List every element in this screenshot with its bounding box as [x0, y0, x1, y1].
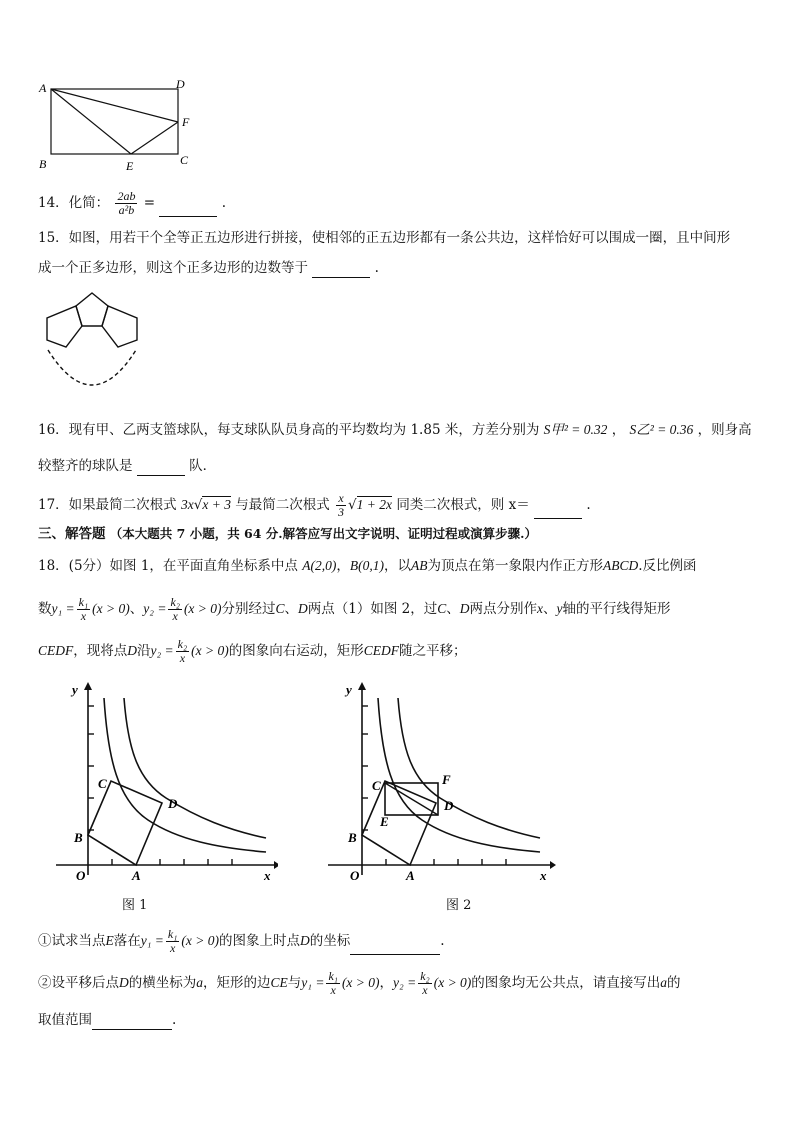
sub2-ce: CE [270, 975, 288, 990]
sub2-x2: x [422, 983, 428, 997]
fig1-c-label: C [98, 776, 107, 791]
label-e: E [126, 159, 134, 173]
sub2-k2: k₂ [420, 969, 430, 983]
question-15-line1: 15．如图，用若干个全等正五边形进行拼接，使相邻的正五边形都有一条公共边，这样恰好可以围成一圈，且中间形 [38, 230, 731, 246]
sub2-k1: k₁ [328, 969, 338, 983]
q16-text-a: 16．现有甲、乙两支篮球队，每支球队队员身高的平均数均为 1.85 米，方差分别为 [38, 422, 540, 438]
label-f: F [182, 115, 190, 129]
question-15-line2 [38, 258, 379, 278]
question-14 [38, 190, 226, 217]
q18-yv: y [556, 601, 563, 616]
fig1-y-label: y [72, 682, 78, 697]
q18-point-a: A(2,0) [302, 558, 337, 573]
sub2-end: . [172, 1012, 177, 1028]
graph-figure-2 [328, 680, 558, 885]
q16-text-d: 队． [189, 458, 217, 474]
sub2-range-label: 取值范围 [38, 1012, 92, 1028]
fig2-o-label: O [350, 868, 360, 883]
q18-text-1c: 为顶点在第一象限内作正方形 [427, 558, 603, 574]
q18-ab: AB [410, 558, 428, 573]
sub2-a2: a [660, 975, 668, 990]
sub2-frac2 [418, 970, 432, 997]
k2b-den: x [179, 651, 186, 665]
q18-d2: D [459, 601, 470, 616]
sub2-text-e: ， [379, 975, 394, 991]
q17-text-c: 同类二次根式，则 x＝ [396, 497, 530, 513]
sub2-text-g: 的 [667, 975, 681, 991]
sub2-a: a [196, 975, 203, 990]
label-d: D [176, 77, 185, 91]
q18-text-3b: 沿 [137, 643, 151, 659]
label-c: C [180, 153, 189, 167]
k2-den: x [172, 609, 178, 623]
sub2-text-a: ②设平移后点 [38, 975, 119, 991]
q18-d: D [298, 601, 308, 616]
q18-y2b: y₂ = [150, 643, 174, 658]
sub1-e: E [105, 933, 114, 948]
question-18-line1 [38, 556, 697, 576]
q15-end: . [374, 260, 379, 276]
q17-frac-den: 3 [338, 505, 345, 519]
q18-cedf: CEDF [38, 643, 74, 658]
q18-text-2e: 轴的平行线得矩形 [562, 601, 671, 617]
q16-answer-blank[interactable] [137, 461, 185, 476]
q14-fraction [115, 190, 137, 217]
q18-text-2a: 数 [38, 601, 52, 617]
question-16-line2 [38, 456, 216, 476]
question-17 [38, 492, 591, 519]
sub1-frac [166, 928, 180, 955]
sub2-answer-blank[interactable] [92, 1015, 172, 1030]
question-18-sub2-line2 [38, 1010, 176, 1030]
sub2-cond2: (x > 0) [433, 975, 472, 990]
sub2-cond1: (x > 0) [341, 975, 380, 990]
sub1-k1: k₁ [167, 927, 178, 941]
sub2-d: D [119, 975, 129, 990]
sub2-text-b: 的横坐标为 [128, 975, 197, 991]
rectangle-figure [36, 76, 206, 174]
q18-xv: x [537, 601, 544, 616]
sub1-d: D [300, 933, 310, 948]
k2b-num: k₂ [177, 637, 188, 651]
sub1-y1: y₁ = [140, 933, 164, 948]
graph-figure-1 [48, 680, 278, 885]
radical-sign-1: √ [193, 497, 203, 513]
q18-text-1a: 18．(5分）如图 1，在平面直角坐标系中点 [38, 558, 298, 574]
sub1-end: . [440, 933, 445, 949]
fig2-f-label: F [442, 772, 451, 787]
fig1-b-label: B [74, 830, 83, 845]
radical-sign-2: √ [348, 497, 357, 513]
q18-cond3: (x > 0) [191, 643, 229, 658]
q18-c: C [275, 601, 285, 616]
q18-frac-k2 [168, 596, 182, 623]
q16-text-c: 较整齐的球队是 [38, 458, 133, 474]
q18-cedf2: CEDF [363, 643, 400, 658]
q16-variance-yi: S乙² = 0.36 [629, 422, 694, 437]
sub2-text-c: ，矩形的边 [203, 975, 271, 991]
q16-text-b: ，则身高 [697, 422, 752, 438]
sub1-text-a: ①试求当点 [38, 933, 106, 949]
q17-fraction [336, 492, 346, 519]
figure-1-caption: 图 1 [122, 898, 148, 913]
q18-cond1: (x > 0) [92, 601, 130, 616]
figure-2-caption: 图 2 [446, 898, 472, 913]
q18-text-3d: 随之平移； [399, 643, 467, 659]
fig2-a-label: A [406, 868, 415, 883]
question-18-line3 [38, 638, 467, 665]
section-3-title: 三、解答题 [38, 526, 106, 542]
q18-text-3a: ，现将点 [73, 643, 128, 659]
q18-text-2b: 分别经过 [221, 601, 276, 617]
sub2-frac1 [326, 970, 340, 997]
sub1-cond: (x > 0) [181, 933, 220, 948]
q16-sep: ， [611, 422, 626, 438]
q18-abcd: ABCD [602, 558, 639, 573]
fig1-x-label: x [264, 868, 271, 883]
label-b: B [39, 157, 47, 171]
fig2-d-label: D [444, 798, 454, 813]
q14-eq: = [143, 195, 156, 211]
fig2-b-label: B [348, 830, 357, 845]
fig2-x-label: x [540, 868, 547, 883]
q18-d3: D [127, 643, 137, 658]
fig2-e-label: E [380, 814, 389, 829]
q18-y1: y₁ = [51, 601, 75, 616]
q14-prefix: 14．化简： [38, 195, 110, 211]
q17-frac-num: x [336, 492, 346, 506]
q14-end: . [221, 195, 226, 211]
q18-text-3c: 的图象向右运动，矩形 [228, 643, 364, 659]
question-18-line2: 数y₁ = $\frac{\text{k₁}}{x}$ (x > 0)、y₂ = $\frac{\text{k₂}}{x}$ (x > 0)分别经过C、D两点（1）如图 2，过C、D两点分别作x、y轴的平行线得矩形 [38, 595, 671, 623]
question-18-sub2 [38, 970, 681, 997]
section-3-heading [38, 524, 537, 544]
q14-answer-blank[interactable] [159, 202, 217, 217]
q18-sep: ， [336, 558, 350, 574]
q18-frac-k1 [77, 596, 91, 623]
fig2-y-label: y [346, 682, 352, 697]
q15-answer-blank[interactable] [312, 263, 370, 278]
section-3-note: （本大题共 7 小题，共 64 分.解答应写出文字说明、证明过程或演算步骤.） [109, 526, 538, 541]
q17-text-b: 与最简二次根式 [235, 497, 330, 513]
sub2-text-f: 的图象均无公共点，请直接写出 [471, 975, 661, 991]
q15-text: 成一个正多边形，则这个正多边形的边数等于 [38, 260, 308, 276]
sub1-text-c: 的图象上时点 [219, 933, 301, 949]
fig1-o-label: O [76, 868, 86, 883]
k1-num: k₁ [78, 595, 89, 609]
q18-point-b: B(0,1) [349, 558, 384, 573]
fig1-a-label: A [132, 868, 141, 883]
q18-frac-k2b [176, 638, 190, 665]
q18-text-1b: ，以 [383, 558, 411, 574]
q18-text-2d: 两点分别作 [469, 601, 538, 617]
sub1-text-b: 落在 [113, 933, 141, 949]
sub2-y1: y₁ = [301, 975, 325, 990]
question-18-sub1 [38, 928, 445, 955]
q18-c2: C [437, 601, 447, 616]
sub2-text-d: 与 [287, 975, 302, 991]
q14-frac-den: a²b [118, 203, 135, 217]
q17-rad1-body: x + 3 [202, 497, 231, 512]
question-16-line1 [38, 420, 752, 440]
q17-rad2-body: 1 + 2x [356, 497, 393, 512]
q17-end: . [586, 497, 591, 513]
k1-den: x [80, 609, 87, 623]
pentagon-figure [36, 290, 148, 402]
q18-y2: y₂ = [143, 601, 167, 616]
sub2-x1: x [330, 983, 336, 997]
sub2-y2: y₂ = [393, 975, 417, 990]
q14-frac-num: 2ab [117, 189, 136, 203]
q18-text-1d: .反比例函 [638, 558, 697, 574]
label-a: A [39, 81, 47, 95]
q18-cond2: (x > 0) [183, 601, 222, 616]
q17-answer-blank[interactable] [534, 504, 582, 519]
sub1-text-d: 的坐标 [309, 933, 351, 949]
fig2-c-label: C [372, 778, 381, 793]
sub1-x: x [170, 941, 176, 955]
k2-num: k₂ [170, 595, 180, 609]
q18-text-2c: 两点（1）如图 2，过 [307, 601, 438, 617]
q17-text-a: 17．如果最简二次根式 [38, 497, 177, 513]
sub1-answer-blank[interactable] [350, 940, 440, 955]
q17-rad1-coef: 3x [180, 497, 194, 512]
fig1-d-label: D [168, 796, 178, 811]
q16-variance-jia: S甲² = 0.32 [543, 422, 608, 437]
